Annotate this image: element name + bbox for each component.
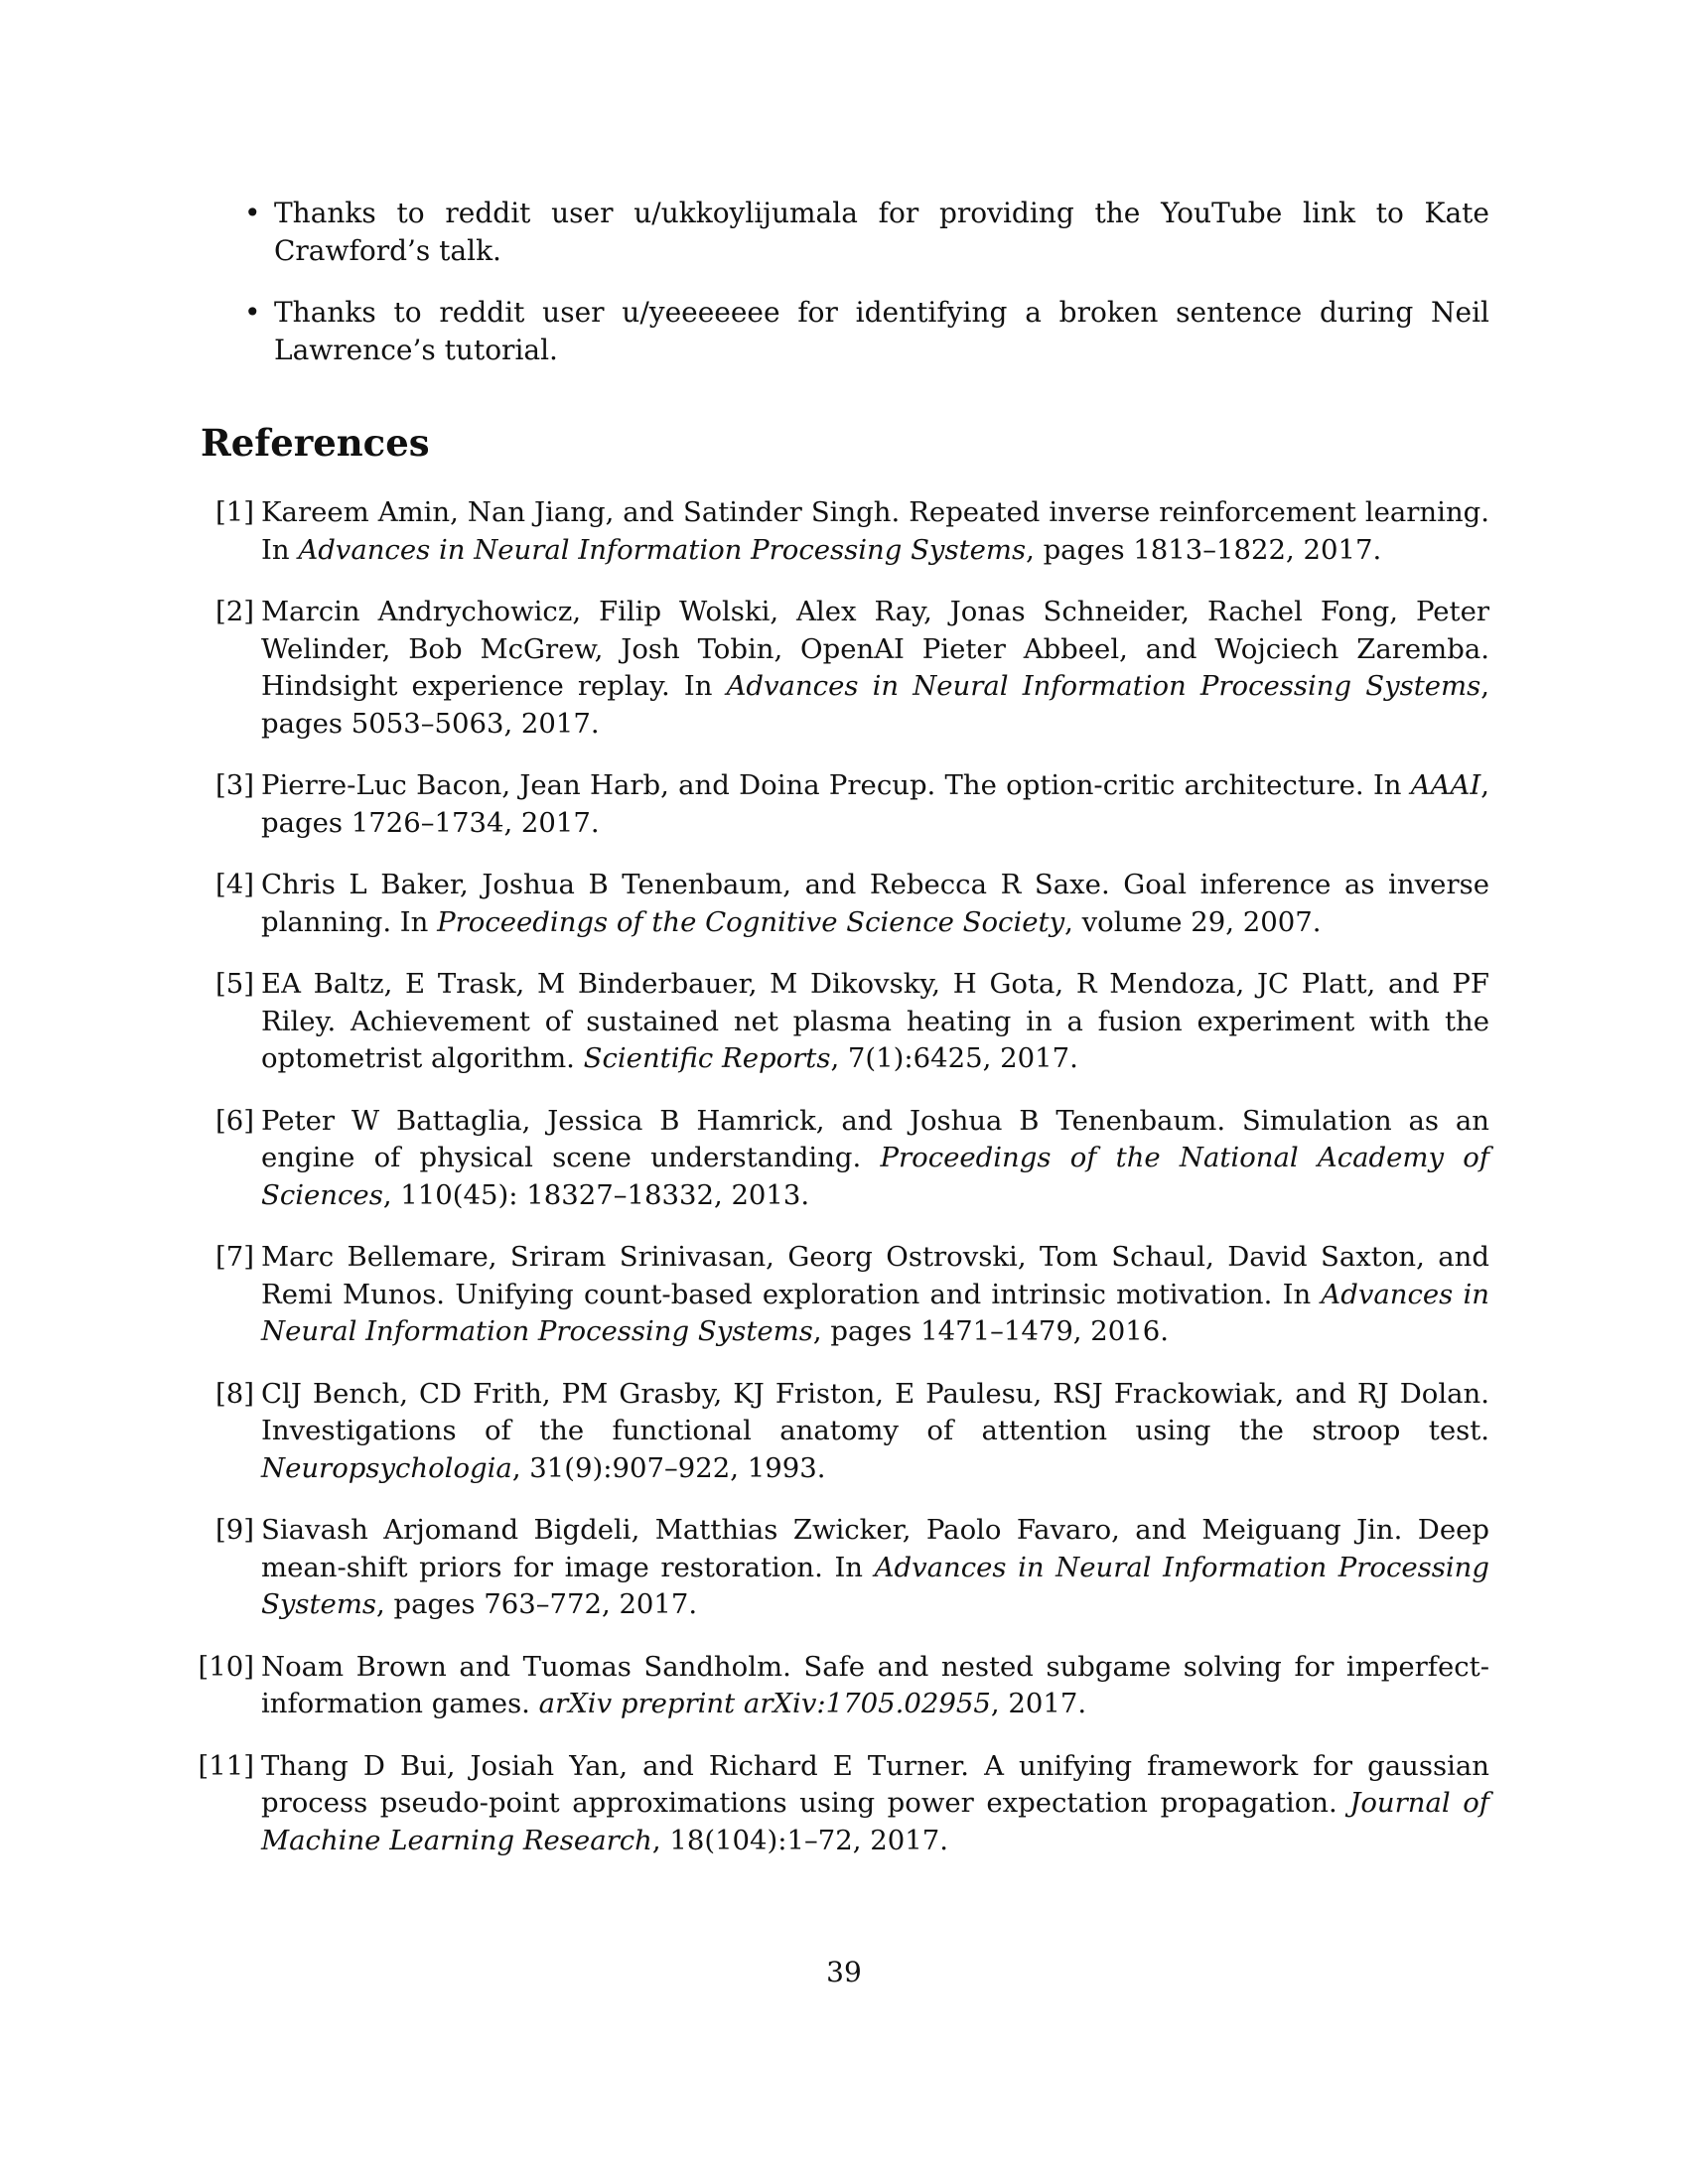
reference-venue: Scientific Reports bbox=[583, 1042, 831, 1074]
reference-label: [10] bbox=[198, 1650, 254, 1683]
reference-item bbox=[201, 867, 1489, 941]
reference-label: [1] bbox=[215, 496, 254, 528]
reference-venue: arXiv preprint arXiv:1705.02955 bbox=[538, 1688, 991, 1719]
reference-text: Marc Bellemare, Sriram Srinivasan, Georg Ostrovski, Tom Schaul, David Saxton, and Remi Munos. Unifying count-based exploration and intrinsic motivation. In bbox=[261, 1241, 1489, 1310]
reference-details: , volume 29, 2007. bbox=[1064, 905, 1322, 938]
reference-venue: Advances in Neural Information Processing Systems bbox=[298, 533, 1027, 566]
reference-venue: Proceedings of the National Academy of Sciences bbox=[261, 1142, 1489, 1211]
reference-text: ClJ Bench, CD Frith, PM Grasby, KJ Friston, E Paulesu, RSJ Frackowiak, and RJ Dolan. Investigations of the functional anatomy of attention using the stroop test. bbox=[261, 1377, 1489, 1446]
reference-text: Siavash Arjomand Bigdeli, Matthias Zwicker, Paolo Favaro, and Meiguang Jin. Deep mean-shift priors for image restoration. In bbox=[261, 1514, 1489, 1583]
reference-text: Kareem Amin, Nan Jiang, and Satinder Singh. Repeated inverse reinforcement learning. In bbox=[261, 496, 1489, 566]
reference-label: [8] bbox=[215, 1377, 254, 1410]
reference-item bbox=[198, 1649, 1489, 1723]
reference-label: [9] bbox=[215, 1514, 254, 1546]
reference-item bbox=[201, 594, 1489, 743]
reference-text: EA Baltz, E Trask, M Binderbauer, M Dikovsky, H Gota, R Mendoza, JC Platt, and PF Riley. Achievement of sustained net plasma heating in a fusion experiment with the optometrist algorithm. bbox=[261, 968, 1489, 1074]
acknowledgment-list bbox=[201, 195, 1489, 369]
reference-label: [6] bbox=[215, 1104, 254, 1137]
bullet-icon: • bbox=[244, 296, 261, 329]
reference-venue: AAAI bbox=[1410, 769, 1481, 801]
reference-venue: Journal of Machine Learning Research bbox=[261, 1787, 1489, 1856]
reference-details: , 31(9):907–922, 1993. bbox=[511, 1451, 826, 1484]
reference-details: , 18(104):1–72, 2017. bbox=[651, 1824, 948, 1856]
reference-label: [7] bbox=[215, 1241, 254, 1273]
reference-text: Pierre-Luc Bacon, Jean Harb, and Doina Precup. The option-critic architecture. In bbox=[261, 769, 1411, 801]
reference-details: , pages 1813–1822, 2017. bbox=[1026, 533, 1382, 566]
reference-details: , 2017. bbox=[990, 1688, 1087, 1719]
reference-label: [11] bbox=[198, 1749, 254, 1782]
reference-item bbox=[201, 1103, 1489, 1215]
reference-list bbox=[198, 494, 1489, 1859]
reference-label: [4] bbox=[215, 869, 254, 900]
reference-venue: Proceedings of the Cognitive Science Society bbox=[437, 905, 1065, 938]
reference-venue: Neuropsychologia bbox=[261, 1451, 512, 1484]
reference-item bbox=[198, 1748, 1489, 1860]
reference-text: Thang D Bui, Josiah Yan, and Richard E Turner. A unifying framework for gaussian process pseudo-point approximations using power expectation propagation. bbox=[261, 1749, 1489, 1819]
acknowledgment-text: Thanks to reddit user u/ukkoylijumala for providing the YouTube link to Kate Crawford’s talk. bbox=[274, 197, 1489, 267]
bullet-icon: • bbox=[244, 197, 261, 229]
reference-details: , pages 1471–1479, 2016. bbox=[812, 1315, 1170, 1347]
reference-text: Peter W Battaglia, Jessica B Hamrick, and Joshua B Tenenbaum. Simulation as an engine of physical scene understanding. bbox=[261, 1104, 1489, 1173]
page-number: 39 bbox=[826, 1956, 862, 1988]
reference-label: [5] bbox=[215, 968, 254, 1000]
reference-details: , pages 763–772, 2017. bbox=[376, 1588, 698, 1620]
reference-venue: Advances in Neural Information Processing Systems bbox=[261, 1551, 1489, 1620]
page-content bbox=[198, 195, 1489, 1884]
references-heading: References bbox=[201, 421, 430, 465]
reference-text: Chris L Baker, Joshua B Tenenbaum, and Rebecca R Saxe. Goal inference as inverse planning. In bbox=[261, 869, 1489, 938]
reference-label: [3] bbox=[215, 769, 254, 801]
reference-details: , 7(1):6425, 2017. bbox=[830, 1042, 1078, 1074]
reference-item bbox=[201, 494, 1489, 569]
reference-item bbox=[201, 1239, 1489, 1351]
reference-details: , 110(45): 18327–18332, 2013. bbox=[382, 1178, 810, 1211]
reference-item bbox=[201, 767, 1489, 842]
acknowledgment-item bbox=[201, 195, 1489, 270]
acknowledgment-item bbox=[201, 294, 1489, 369]
acknowledgment-text: Thanks to reddit user u/yeeeeeee for identifying a broken sentence during Neil Lawrence’s tutorial. bbox=[274, 296, 1489, 366]
reference-text: Noam Brown and Tuomas Sandholm. Safe and nested subgame solving for imperfect-information games. bbox=[261, 1650, 1489, 1719]
reference-item bbox=[201, 1376, 1489, 1488]
reference-venue: Advances in Neural Information Processing Systems bbox=[261, 1278, 1489, 1347]
reference-item bbox=[201, 966, 1489, 1078]
reference-item bbox=[201, 1512, 1489, 1624]
reference-label: [2] bbox=[215, 596, 254, 627]
reference-details: , pages 5053–5063, 2017. bbox=[261, 670, 1489, 740]
reference-venue: Advances in Neural Information Processing Systems bbox=[726, 670, 1481, 702]
reference-text: Marcin Andrychowicz, Filip Wolski, Alex Ray, Jonas Schneider, Rachel Fong, Peter Welinder, Bob McGrew, Josh Tobin, OpenAI Pieter Abbeel, and Wojciech Zaremba. Hindsight experience replay. In bbox=[261, 596, 1489, 702]
reference-details: , pages 1726–1734, 2017. bbox=[261, 769, 1489, 839]
